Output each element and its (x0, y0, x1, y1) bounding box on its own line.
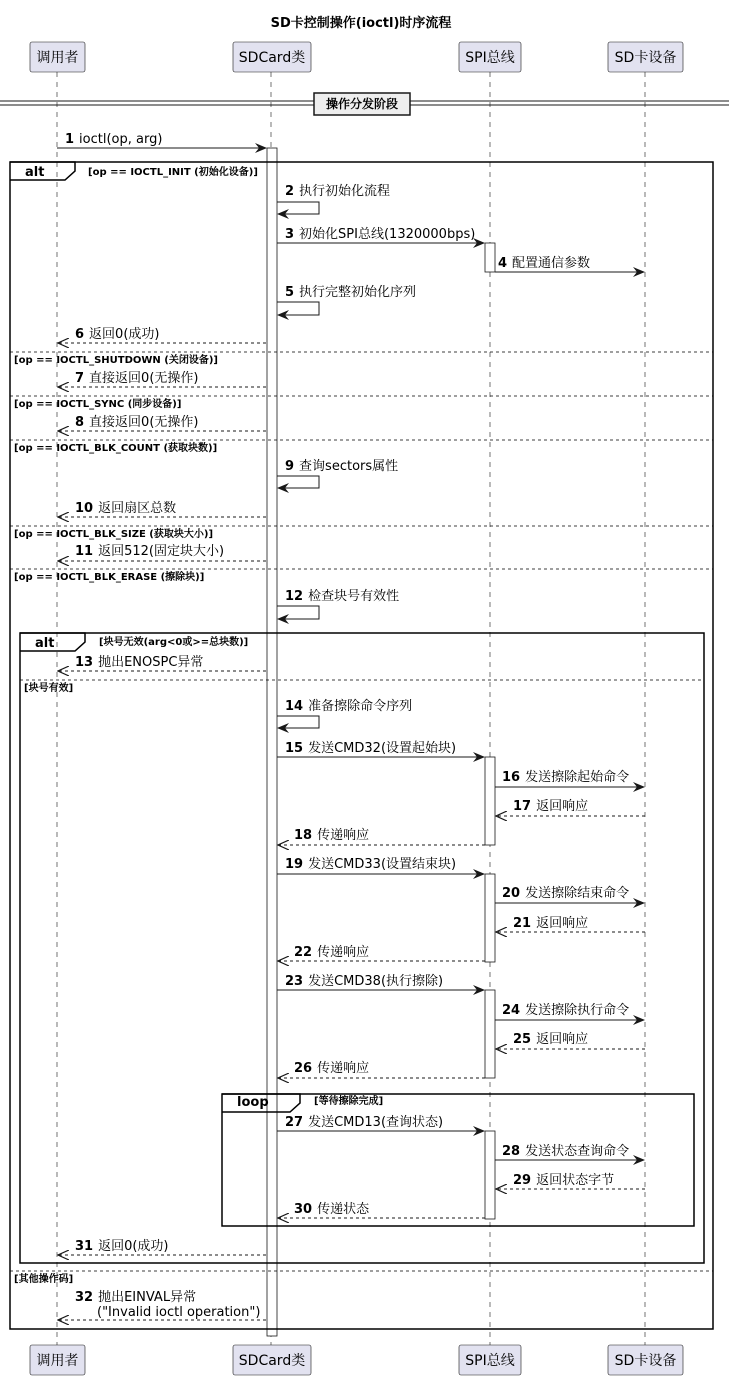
svg-text:12检查块号有效性 (285, 588, 399, 604)
message-7 (75, 370, 198, 386)
message-16 (502, 769, 629, 785)
message-text: 返回0(成功) (89, 327, 160, 342)
message-number: 27 (285, 1115, 304, 1130)
participants-top (30, 42, 683, 72)
phase-divider-label: 操作分发阶段 (325, 97, 399, 111)
svg-text:15发送CMD32(设置起始块) (285, 740, 456, 756)
message-number: 16 (502, 770, 521, 785)
message-30 (294, 1201, 370, 1217)
message-text: 返回响应 (536, 916, 589, 931)
message-text: 返回0(成功) (98, 1239, 169, 1254)
svg-text:4配置通信参数 (498, 255, 590, 271)
message-text: 初始化SPI总线(1320000bps) (299, 227, 476, 242)
message-number: 23 (285, 974, 304, 989)
message-text-line2: ("Invalid ioctl operation") (97, 1305, 261, 1320)
participant-label: SPI总线 (465, 1353, 515, 1369)
arrow-14 (277, 716, 319, 728)
message-22 (294, 944, 369, 960)
message-31 (75, 1238, 169, 1254)
message-number: 12 (285, 589, 304, 604)
message-number: 28 (502, 1144, 521, 1159)
svg-text:1ioctl(op, arg) (65, 132, 162, 147)
message-26 (294, 1060, 369, 1076)
message-text: 查询sectors属性 (299, 459, 399, 474)
message-number: 15 (285, 741, 304, 756)
message-number: 20 (502, 886, 521, 901)
message-number: 18 (294, 828, 313, 843)
message-11 (75, 543, 224, 559)
participant-spi[interactable] (459, 42, 521, 72)
loop-keyword: loop (237, 1095, 269, 1110)
message-text: 准备擦除命令序列 (308, 699, 413, 714)
message-text: 执行初始化流程 (299, 184, 391, 199)
message-number: 26 (294, 1061, 313, 1076)
message-9 (285, 458, 398, 474)
participant-caller-footer[interactable] (30, 1345, 85, 1375)
message-23 (285, 973, 443, 989)
message-number: 4 (498, 256, 508, 271)
svg-text:16发送擦除起始命令 (502, 769, 629, 785)
svg-text:32抛出EINVAL异常 (75, 1289, 196, 1305)
participant-label: 调用者 (36, 50, 79, 66)
message-text: 发送CMD13(查询状态) (308, 1115, 444, 1130)
message-text: 返回状态字节 (536, 1173, 615, 1188)
message-number: 19 (285, 857, 304, 872)
message-number: 25 (513, 1032, 532, 1047)
message-text: 抛出ENOSPC异常 (98, 655, 204, 670)
svg-text:11返回512(固定块大小) (75, 543, 224, 559)
message-text: 传递响应 (317, 1061, 370, 1076)
guard-block-invalid: [块号无效(arg<0或>=总块数)] (99, 637, 249, 648)
message-text: 配置通信参数 (512, 256, 591, 271)
participant-label: SD卡设备 (614, 50, 677, 66)
svg-text:2执行初始化流程 (285, 183, 390, 199)
message-10 (75, 500, 176, 516)
message-text: 检查块号有效性 (308, 589, 400, 604)
message-1 (65, 132, 162, 147)
message-32 (75, 1289, 260, 1320)
message-text: 执行完整初始化序列 (299, 285, 417, 300)
svg-text:8直接返回0(无操作) (75, 414, 198, 430)
message-13 (75, 654, 203, 670)
message-number: 22 (294, 945, 313, 960)
message-number: 17 (513, 799, 532, 814)
message-20 (502, 885, 629, 901)
message-text: 传递状态 (317, 1202, 370, 1217)
message-6 (75, 326, 159, 342)
guard-blk-erase: [op == IOCTL_BLK_ERASE (擦除块)] (14, 572, 205, 583)
message-12 (285, 588, 399, 604)
svg-text:28发送状态查询命令 (502, 1143, 629, 1159)
message-text: 发送状态查询命令 (525, 1144, 630, 1159)
message-number: 5 (285, 285, 295, 300)
guard-blk-count: [op == IOCTL_BLK_COUNT (获取块数)] (14, 443, 218, 454)
participant-sdcard[interactable] (233, 42, 311, 72)
svg-text:31返回0(成功) (75, 1238, 169, 1254)
svg-text:27发送CMD13(查询状态) (285, 1114, 443, 1130)
message-number: 30 (294, 1202, 313, 1217)
message-text: 返回512(固定块大小) (98, 544, 225, 559)
message-text: 发送CMD32(设置起始块) (308, 741, 457, 756)
activation-spi-3 (485, 874, 495, 962)
message-4 (498, 255, 590, 271)
activation-sdcard (267, 148, 277, 1336)
participant-label: SDCard类 (238, 50, 306, 66)
guard-other: [其他操作码] (14, 1274, 74, 1285)
alt-outer-separators (10, 352, 713, 1271)
svg-text:22传递响应 (294, 944, 369, 960)
message-number: 32 (75, 1290, 94, 1305)
guard-wait-erase: [等待擦除完成] (314, 1096, 384, 1107)
activation-spi-4 (485, 990, 495, 1078)
message-text: 发送CMD33(设置结束块) (308, 857, 457, 872)
participant-device-footer[interactable] (608, 1345, 683, 1375)
message-text: 发送擦除执行命令 (525, 1003, 630, 1018)
svg-text:25返回响应 (513, 1031, 588, 1047)
participant-label: SDCard类 (238, 1353, 306, 1369)
svg-text:10返回扇区总数 (75, 500, 176, 516)
message-text: 发送擦除起始命令 (525, 770, 630, 785)
message-14 (285, 698, 412, 714)
svg-text:9查询sectors属性 (285, 458, 398, 474)
message-text: 传递响应 (317, 828, 370, 843)
message-number: 8 (75, 415, 85, 430)
participant-label: SPI总线 (465, 50, 515, 66)
message-number: 2 (285, 184, 295, 199)
message-29 (513, 1172, 614, 1188)
message-number: 13 (75, 655, 94, 670)
participant-sdcard-footer[interactable] (233, 1345, 311, 1375)
message-text: 返回响应 (536, 1032, 589, 1047)
message-number: 11 (75, 544, 94, 559)
message-number: 24 (502, 1003, 521, 1018)
svg-text:18传递响应 (294, 827, 369, 843)
guard-block-valid: [块号有效] (24, 683, 74, 694)
guard-sync: [op == IOCTL_SYNC (同步设备)] (14, 399, 182, 410)
activation-spi-1 (485, 243, 495, 272)
message-15 (285, 740, 456, 756)
message-text: 发送擦除结束命令 (525, 886, 630, 901)
message-number: 7 (75, 371, 85, 386)
participant-label: 调用者 (36, 1353, 79, 1369)
alt-outer-keyword: alt (25, 165, 45, 180)
svg-text:14准备擦除命令序列 (285, 698, 412, 714)
arrow-5 (277, 302, 319, 315)
svg-text:3初始化SPI总线(1320000bps) (285, 226, 475, 242)
message-17 (513, 798, 588, 814)
diagram-title: SD卡控制操作(ioctl)时序流程 (270, 16, 452, 31)
svg-text:6返回0(成功) (75, 326, 159, 342)
message-number: 9 (285, 459, 295, 474)
svg-text:30传递状态 (294, 1201, 370, 1217)
message-text: 直接返回0(无操作) (89, 415, 199, 430)
participant-caller[interactable] (30, 42, 85, 72)
svg-text:29返回状态字节 (513, 1172, 614, 1188)
message-text: 发送CMD38(执行擦除) (308, 974, 444, 989)
svg-text:17返回响应 (513, 798, 588, 814)
message-18 (294, 827, 369, 843)
message-21 (513, 915, 588, 931)
guard-shutdown: [op == IOCTL_SHUTDOWN (关闭设备)] (14, 355, 218, 366)
guard-init: [op == IOCTL_INIT (初始化设备)] (88, 167, 258, 178)
message-text: 直接返回0(无操作) (89, 371, 199, 386)
message-5 (285, 284, 416, 300)
alt-inner-keyword: alt (35, 636, 55, 651)
arrow-12 (277, 606, 319, 619)
message-number: 14 (285, 699, 304, 714)
svg-text:5执行完整初始化序列 (285, 284, 416, 300)
svg-text:24发送擦除执行命令 (502, 1002, 629, 1018)
svg-text:21返回响应 (513, 915, 588, 931)
arrow-9 (277, 476, 319, 488)
activation-spi-2 (485, 757, 495, 845)
participant-spi-footer[interactable] (459, 1345, 521, 1375)
arrow-2 (277, 202, 319, 214)
svg-text:19发送CMD33(设置结束块) (285, 856, 456, 872)
message-text: 传递响应 (317, 945, 370, 960)
svg-text:13抛出ENOSPC异常 (75, 654, 203, 670)
message-number: 31 (75, 1239, 94, 1254)
message-3 (285, 226, 475, 242)
message-labels (65, 132, 629, 1320)
message-text: 抛出EINVAL异常 (98, 1290, 197, 1305)
participant-device[interactable] (608, 42, 683, 72)
svg-text:26传递响应 (294, 1060, 369, 1076)
message-number: 3 (285, 227, 295, 242)
phase-divider (0, 93, 729, 115)
message-text: 返回响应 (536, 799, 589, 814)
participant-label: SD卡设备 (614, 1353, 677, 1369)
message-number: 29 (513, 1173, 532, 1188)
activation-spi-5 (485, 1131, 495, 1219)
message-25 (513, 1031, 588, 1047)
message-19 (285, 856, 456, 872)
message-number: 6 (75, 327, 85, 342)
message-number: 21 (513, 916, 532, 931)
message-28 (502, 1143, 629, 1159)
message-2 (285, 183, 390, 199)
svg-text:20发送擦除结束命令 (502, 885, 629, 901)
svg-text:23发送CMD38(执行擦除) (285, 973, 443, 989)
message-27 (285, 1114, 443, 1130)
message-text: 返回扇区总数 (98, 501, 177, 516)
message-number: 10 (75, 501, 94, 516)
participants-bottom (30, 1345, 683, 1375)
message-number: 1 (65, 132, 75, 147)
svg-text:7直接返回0(无操作) (75, 370, 198, 386)
message-text: ioctl(op, arg) (79, 132, 163, 147)
guard-blk-size: [op == IOCTL_BLK_SIZE (获取块大小)] (14, 529, 214, 540)
message-8 (75, 414, 198, 430)
message-24 (502, 1002, 629, 1018)
